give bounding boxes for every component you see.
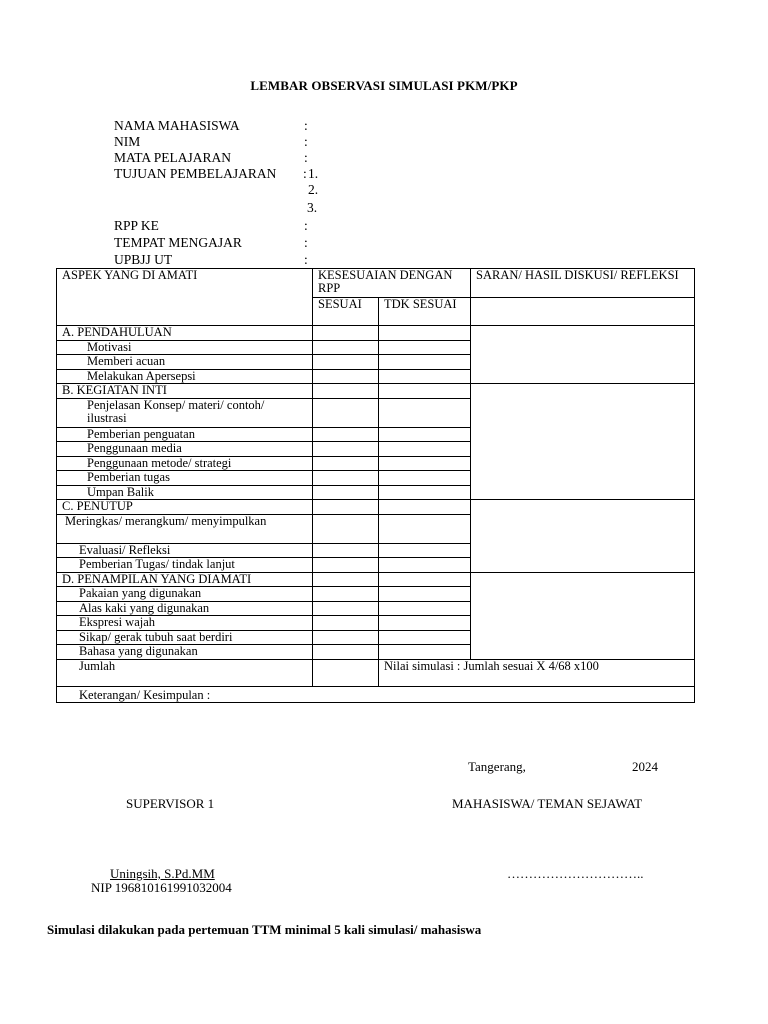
cell-tdk [379, 442, 471, 457]
aspect-label: Motivasi [57, 340, 313, 355]
colon-nama: : [304, 118, 308, 133]
cell-sesuai [313, 384, 379, 399]
observation-table [56, 268, 695, 703]
colon-upbjj: : [304, 252, 308, 267]
cell-tdk [379, 456, 471, 471]
cell-sesuai [313, 645, 379, 660]
keterangan-row [57, 686, 695, 703]
header-kesesuaian: KESESUAIAN DENGAN RPP [313, 269, 471, 298]
cell-sesuai [313, 456, 379, 471]
keterangan-label: Keterangan/ Kesimpulan : [57, 686, 695, 703]
cell-tdk [379, 558, 471, 573]
cell-tdk [379, 369, 471, 384]
cell-tdk [379, 340, 471, 355]
header-saran: SARAN/ HASIL DISKUSI/ REFLEKSI [471, 269, 695, 298]
label-tempat: TEMPAT MENGAJAR [114, 235, 242, 250]
section-d-label: D. PENAMPILAN YANG DIAMATI [57, 572, 313, 587]
jumlah-label: Jumlah [57, 659, 313, 686]
cell-tdk [379, 587, 471, 602]
aspect-label: Ekspresi wajah [57, 616, 313, 631]
aspect-label: Melakukan Apersepsi [57, 369, 313, 384]
place-label: Tangerang, [468, 759, 526, 774]
aspect-label: Penggunaan metode/ strategi [57, 456, 313, 471]
cell-tdk [379, 616, 471, 631]
colon-tempat: : [304, 235, 308, 250]
colon-mapel: : [304, 150, 308, 165]
section-row-b [57, 384, 695, 399]
section-b-label: B. KEGIATAN INTI [57, 384, 313, 399]
label-tujuan: TUJUAN PEMBELAJARAN [114, 166, 277, 181]
saran-cell-d [471, 572, 695, 659]
cell-tdk [379, 572, 471, 587]
cell-tdk [379, 471, 471, 486]
cell-tdk [379, 543, 471, 558]
aspect-label: Pakaian yang digunakan [57, 587, 313, 602]
cell-sesuai [313, 485, 379, 500]
aspect-label: Pemberian Tugas/ tindak lanjut [57, 558, 313, 573]
aspect-label: Pemberian tugas [57, 471, 313, 486]
section-row-c [57, 500, 695, 515]
aspect-label: Meringkas/ merangkum/ menyimpulkan [57, 514, 313, 543]
saran-cell-b [471, 384, 695, 500]
cell-sesuai [313, 601, 379, 616]
cell-sesuai [313, 659, 379, 686]
aspect-label: Memberi acuan [57, 355, 313, 370]
cell-sesuai [313, 543, 379, 558]
cell-empty [471, 298, 695, 326]
cell-sesuai [313, 398, 379, 427]
supervisor-name: Uningsih, S.Pd.MM [110, 866, 215, 881]
header-tdk-sesuai: TDK SESUAI [379, 298, 471, 326]
cell-tdk [379, 645, 471, 660]
cell-sesuai [313, 630, 379, 645]
saran-cell-c [471, 500, 695, 573]
header-aspek: ASPEK YANG DI AMATI [57, 269, 313, 326]
cell-sesuai [313, 442, 379, 457]
cell-tdk [379, 485, 471, 500]
saran-cell-a [471, 326, 695, 384]
aspect-label: Bahasa yang digunakan [57, 645, 313, 660]
nilai-simulasi: Nilai simulasi : Jumlah sesuai X 4/68 x100 [379, 659, 695, 686]
tujuan-item-2: 2. [308, 182, 319, 197]
label-nim: NIM [114, 134, 141, 149]
table-header-row [57, 269, 695, 298]
colon-tujuan: : [303, 166, 307, 181]
cell-tdk [379, 398, 471, 427]
cell-tdk [379, 630, 471, 645]
tujuan-item-3: 3. [307, 200, 318, 215]
aspect-label: Sikap/ gerak tubuh saat berdiri [57, 630, 313, 645]
cell-tdk [379, 601, 471, 616]
aspect-label: Evaluasi/ Refleksi [57, 543, 313, 558]
year-label: 2024 [632, 759, 658, 774]
supervisor-nip: NIP 196810161991032004 [91, 880, 232, 895]
tujuan-item-1: 1. [308, 166, 319, 181]
footnote: Simulasi dilakukan pada pertemuan TTM minimal 5 kali simulasi/ mahasiswa [47, 922, 482, 937]
cell-tdk [379, 355, 471, 370]
cell-sesuai [313, 500, 379, 515]
cell-tdk [379, 500, 471, 515]
jumlah-row [57, 659, 695, 686]
section-row-d [57, 572, 695, 587]
aspect-label: Pemberian penguatan [57, 427, 313, 442]
label-nama: NAMA MAHASISWA [114, 118, 240, 133]
cell-sesuai [313, 587, 379, 602]
aspect-label: Penjelasan Konsep/ materi/ contoh/ ilustrasi [57, 398, 313, 427]
cell-sesuai [313, 471, 379, 486]
cell-tdk [379, 514, 471, 543]
colon-nim: : [304, 134, 308, 149]
document-title: LEMBAR OBSERVASI SIMULASI PKM/PKP [250, 78, 518, 93]
label-rpp: RPP KE [114, 218, 159, 233]
cell-sesuai [313, 326, 379, 341]
cell-tdk [379, 326, 471, 341]
cell-sesuai [313, 572, 379, 587]
section-row-a [57, 326, 695, 341]
signature-dots: ………………………….. [507, 866, 644, 881]
cell-sesuai [313, 427, 379, 442]
cell-sesuai [313, 616, 379, 631]
cell-sesuai [313, 340, 379, 355]
mahasiswa-label: MAHASISWA/ TEMAN SEJAWAT [452, 796, 643, 811]
cell-sesuai [313, 369, 379, 384]
aspect-label: Penggunaan media [57, 442, 313, 457]
cell-sesuai [313, 558, 379, 573]
aspect-label: Umpan Balik [57, 485, 313, 500]
colon-rpp: : [304, 218, 308, 233]
cell-sesuai [313, 355, 379, 370]
cell-tdk [379, 427, 471, 442]
cell-tdk [379, 384, 471, 399]
aspect-label: Alas kaki yang digunakan [57, 601, 313, 616]
section-c-label: C. PENUTUP [57, 500, 313, 515]
supervisor-label: SUPERVISOR 1 [126, 796, 215, 811]
label-mapel: MATA PELAJARAN [114, 150, 232, 165]
label-upbjj: UPBJJ UT [114, 252, 173, 267]
section-a-label: A. PENDAHULUAN [57, 326, 313, 341]
header-sesuai: SESUAI [313, 298, 379, 326]
cell-sesuai [313, 514, 379, 543]
